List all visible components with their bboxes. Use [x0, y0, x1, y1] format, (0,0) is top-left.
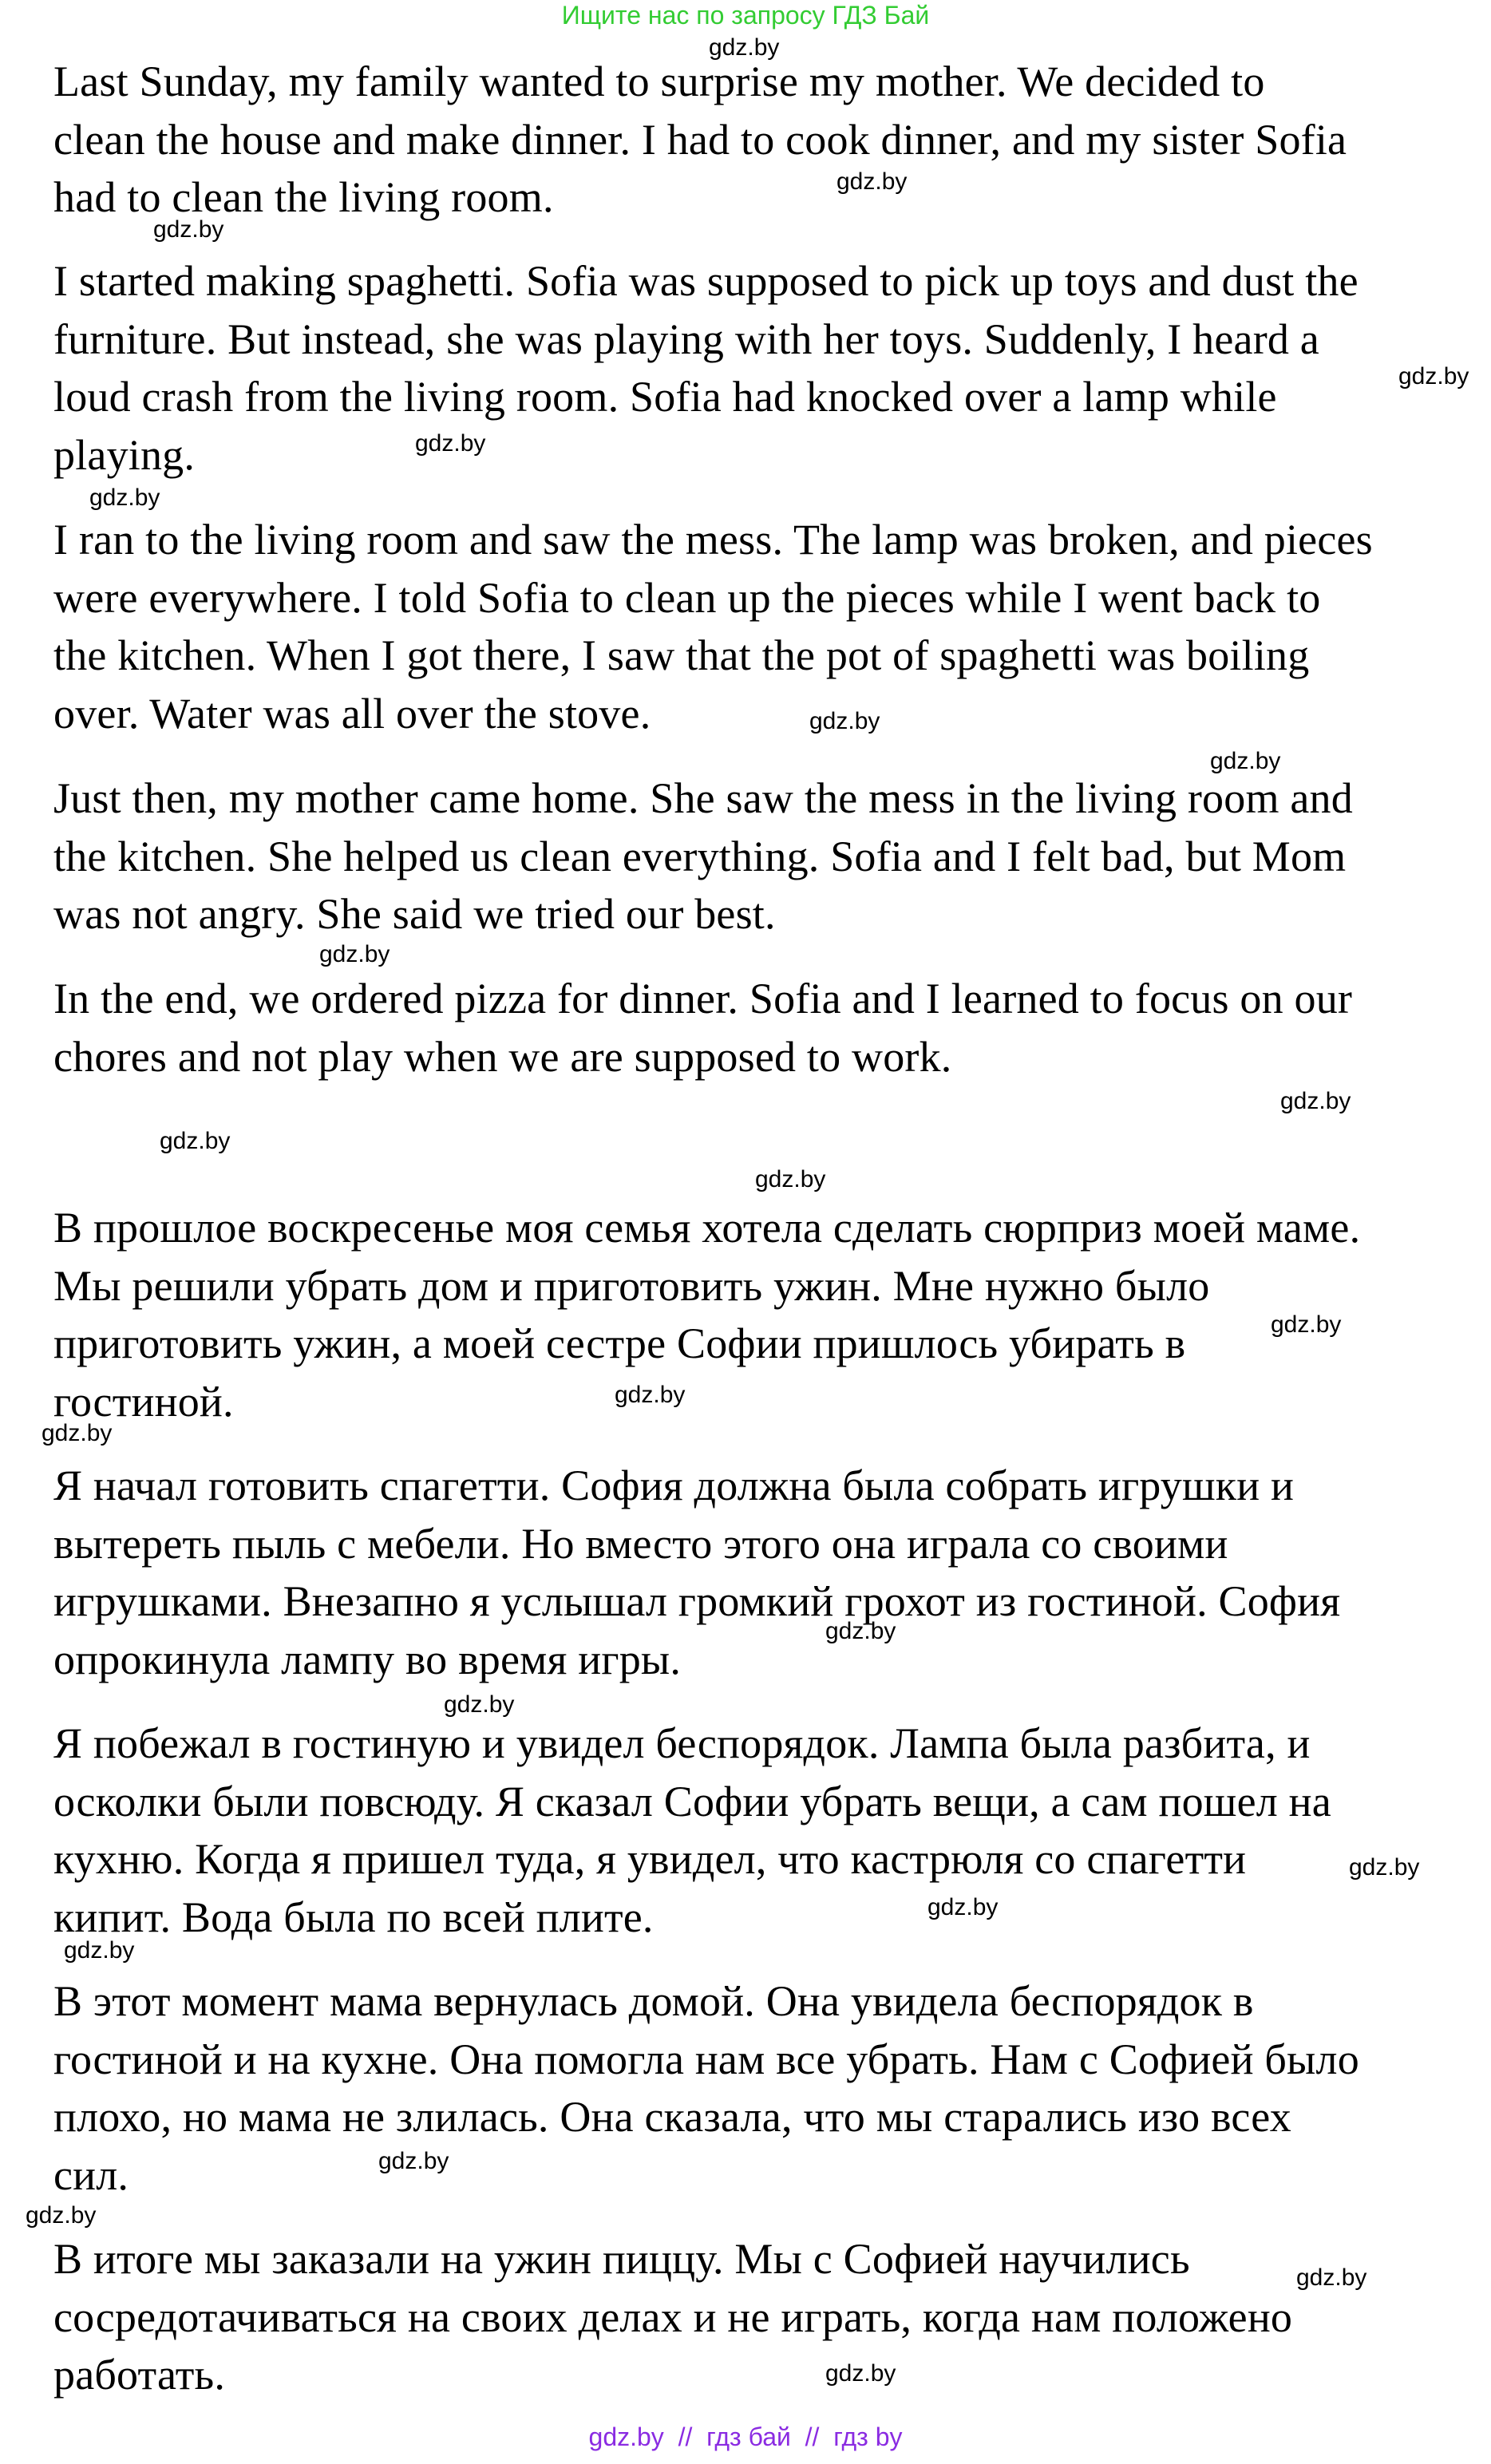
top-banner: Ищите нас по запросу ГДЗ Бай — [561, 1, 930, 30]
bottom-footer: gdz.by // гдз бай // гдз by — [588, 2422, 903, 2451]
watermark: gdz.by — [1271, 1311, 1342, 1338]
watermark: gdz.by — [1398, 363, 1469, 390]
watermark: gdz.by — [1296, 2264, 1367, 2291]
russian-paragraph-1: В прошлое воскресенье моя семья хотела сделать сюрприз моей маме. Мы решили убрать дом и приготовить ужин. Мне нужно было приготовить ужин, а моей сестре Софии пришлось убирать в гостиной. — [53, 1204, 1361, 1426]
watermark: gdz.by — [64, 1937, 135, 1964]
watermark: gdz.by — [615, 1382, 686, 1408]
watermark: gdz.by — [825, 1618, 896, 1644]
watermark: gdz.by — [378, 2148, 449, 2174]
watermark: gdz.by — [153, 216, 224, 243]
watermark: gdz.by — [825, 2360, 896, 2387]
english-paragraph-2: I started making spaghetti. Sofia was supposed to pick up toys and dust the furniture. But instead, she was playing with her toys. Suddenly, I heard a loud crash from the living room. Sofia had knocked over a lamp while playing. — [53, 257, 1359, 479]
watermark: gdz.by — [160, 1128, 231, 1154]
russian-paragraph-3: Я побежал в гостиную и увидел беспорядок. Лампа была разбита, и осколки были повсюду. Я сказал Софии убрать вещи, а сам пошел на кухню. Когда я пришел туда, я увидел, что кастрюля со спагетти кипит. Вода была по всей плите. — [53, 1719, 1331, 1941]
watermark: gdz.by — [755, 1166, 826, 1192]
russian-paragraph-4: В этот момент мама вернулась домой. Она увидела беспорядок в гостиной и на кухне. Она помогла нам все убрать. Нам с Софией было плохо, но мама не злилась. Она сказала, что мы старались изо всех сил. — [53, 1977, 1359, 2199]
english-paragraph-5: In the end, we ordered pizza for dinner. Sofia and I learned to focus on our chores and not play when we are supposed to work. — [53, 975, 1353, 1081]
watermark: gdz.by — [1349, 1854, 1420, 1881]
watermark: gdz.by — [26, 2202, 97, 2229]
watermark: gdz.by — [927, 1894, 999, 1920]
russian-paragraph-2: Я начал готовить спагетти. София должна была собрать игрушки и вытереть пыль с мебели. Но вместо этого она играла со своими игрушками. Внезапно я услышал громкий грохот из гостиной. София опрокинула лампу во время игры. — [53, 1461, 1341, 1683]
watermark: gdz.by — [1210, 748, 1281, 774]
watermark: gdz.by — [415, 430, 486, 457]
english-paragraph-3: I ran to the living room and saw the mess. The lamp was broken, and pieces were everywhere. I told Sofia to clean up the pieces while I went back to the kitchen. When I got there, I saw that the pot of spaghetti was boiling over. Water was all over the stove. — [53, 516, 1373, 738]
watermark: gdz.by — [42, 1420, 113, 1446]
watermark: gdz.by — [89, 484, 160, 511]
watermark: gdz.by — [319, 941, 390, 967]
english-paragraph-4: Just then, my mother came home. She saw the mess in the living room and the kitchen. She helped us clean everything. Sofia and I felt bad, but Mom was not angry. She said we tried our best. — [53, 774, 1353, 938]
watermark: gdz.by — [1280, 1088, 1351, 1114]
watermark: gdz.by — [836, 168, 908, 195]
watermark: gdz.by — [809, 708, 880, 734]
watermark: gdz.by — [709, 34, 780, 61]
english-paragraph-1: Last Sunday, my family wanted to surprise my mother. We decided to clean the house and make dinner. I had to cook dinner, and my sister Sofia had to clean the living room. — [53, 57, 1347, 221]
russian-paragraph-5: В итоге мы заказали на ужин пиццу. Мы с Софией научились сосредотачиваться на своих делах и не играть, когда нам положено работать. — [53, 2235, 1293, 2399]
watermark: gdz.by — [444, 1691, 515, 1718]
